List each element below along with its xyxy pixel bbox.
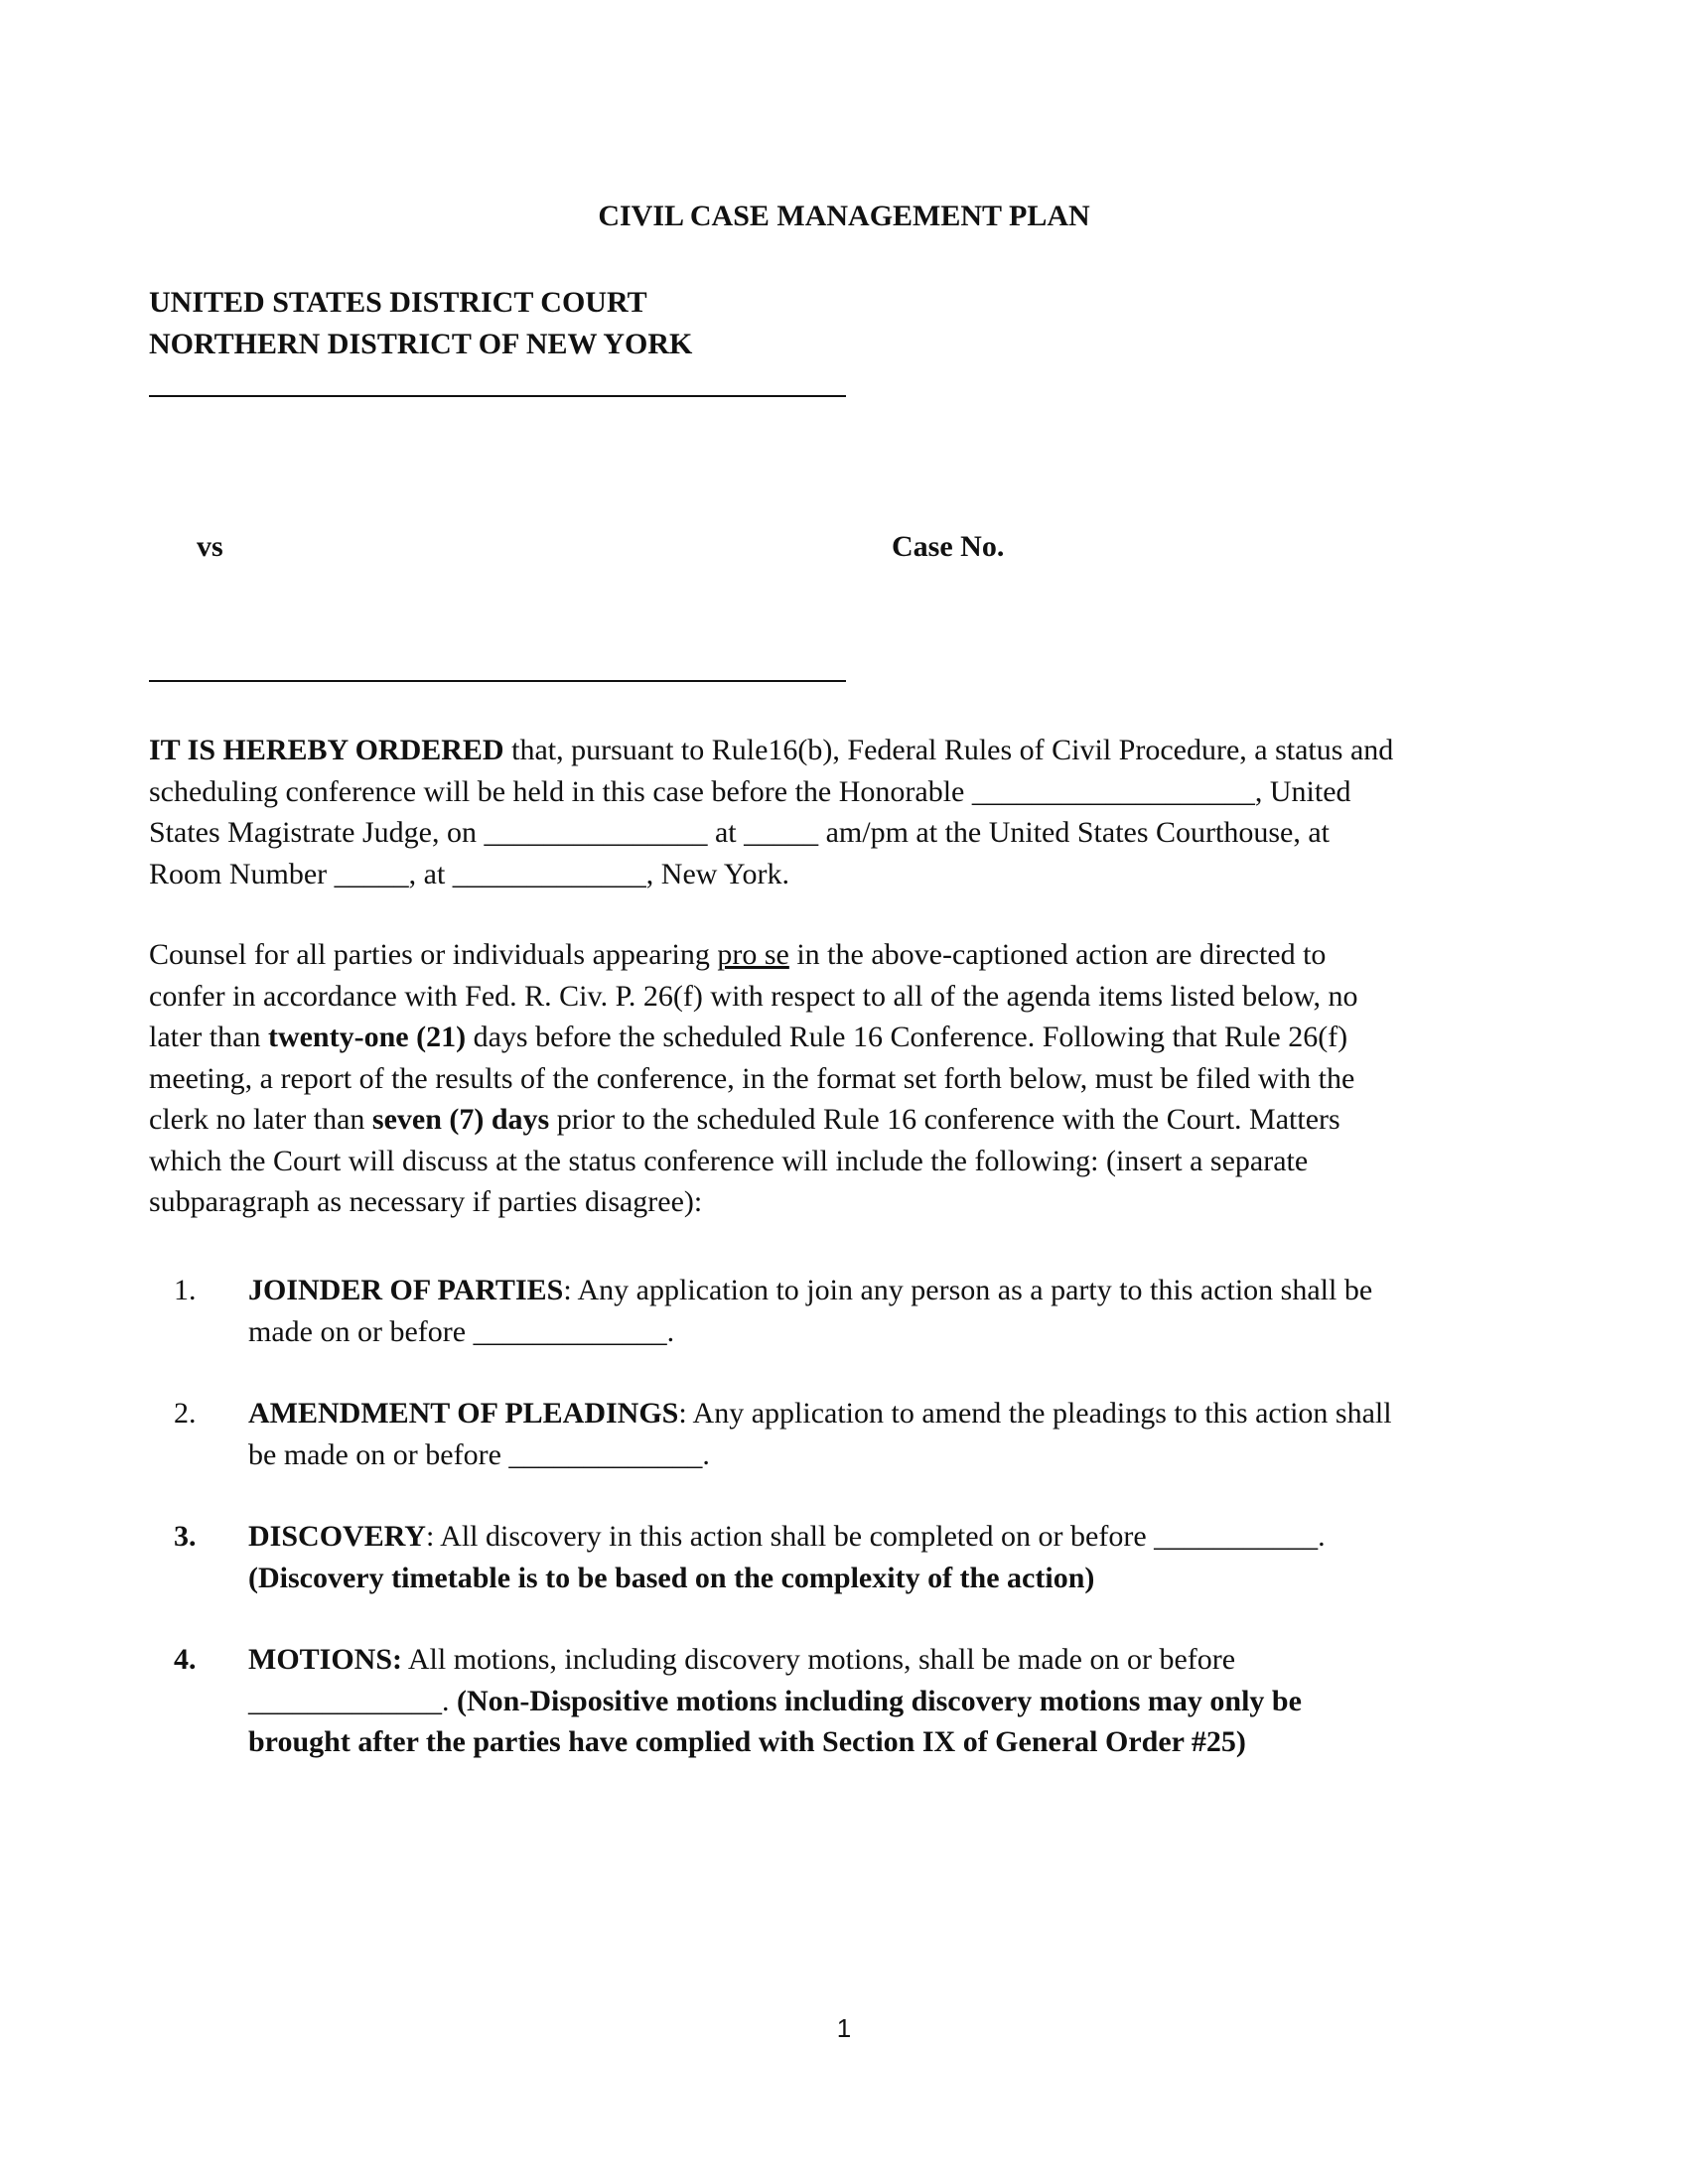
item-line: made on or before _____________. bbox=[248, 1314, 675, 1348]
order-line-4: Room Number _____, at _____________, New York. bbox=[149, 857, 789, 890]
item-line: (Discovery timetable is to be based on the complexity of the action) bbox=[248, 1561, 1095, 1594]
item-heading: JOINDER OF PARTIES bbox=[248, 1274, 564, 1306]
counsel-line-4: meeting, a report of the results of the conference, in the format set forth below, must be filed with the bbox=[149, 1061, 1355, 1095]
item-line: be made on or before _____________. bbox=[248, 1437, 710, 1471]
counsel-line-6: which the Court will discuss at the status conference will include the following: (insert a separate bbox=[149, 1144, 1309, 1177]
item-heading: MOTIONS: bbox=[248, 1643, 403, 1676]
counsel-line-2: confer in accordance with Fed. R. Civ. P. 26(f) with respect to all of the agenda items listed below, no bbox=[149, 979, 1358, 1013]
counsel-line-1: Counsel for all parties or individuals appearing pro se in the above-captioned action are directed to bbox=[149, 938, 1327, 971]
item-line: AMENDMENT OF PLEADINGS: Any application to amend the pleadings to this action shall bbox=[248, 1397, 1392, 1430]
court-district: NORTHERN DISTRICT OF NEW YORK bbox=[149, 328, 693, 360]
court-caption bbox=[149, 282, 692, 365]
item-heading: AMENDMENT OF PLEADINGS bbox=[248, 1397, 679, 1430]
item-number: 2. bbox=[174, 1397, 197, 1430]
document-title: CIVIL CASE MANAGEMENT PLAN bbox=[598, 200, 1090, 232]
order-line-2: scheduling conference will be held in this case before the Honorable ___________________, United bbox=[149, 774, 1351, 808]
counsel-paragraph bbox=[149, 934, 1539, 1223]
item-line: JOINDER OF PARTIES: Any application to join any person as a party to this action shall be bbox=[248, 1274, 1373, 1306]
order-line-3: States Magistrate Judge, on _______________ at _____ am/pm at the United States Courthouse, at bbox=[149, 816, 1330, 849]
counsel-line-5: clerk no later than seven (7) days prior to the scheduled Rule 16 conference with the Court. Matters bbox=[149, 1103, 1340, 1136]
case-number-label: Case No. bbox=[892, 530, 1005, 563]
item-number: 1. bbox=[174, 1274, 197, 1306]
versus-label: vs bbox=[197, 530, 223, 563]
item-line: MOTIONS: All motions, including discovery motions, shall be made on or before bbox=[248, 1643, 1236, 1676]
item-number: 4. bbox=[174, 1643, 197, 1676]
order-lead: IT IS HEREBY ORDERED bbox=[149, 734, 504, 766]
item-line: brought after the parties have complied with Section IX of General Order #25) bbox=[248, 1725, 1246, 1758]
defendant-line bbox=[149, 680, 846, 682]
item-number: 3. bbox=[174, 1520, 197, 1553]
order-paragraph bbox=[149, 730, 1539, 894]
court-name: UNITED STATES DISTRICT COURT bbox=[149, 286, 647, 319]
plaintiff-line bbox=[149, 395, 846, 397]
counsel-line-7: subparagraph as necessary if parties disagree): bbox=[149, 1185, 703, 1218]
item-line: DISCOVERY: All discovery in this action shall be completed on or before ___________. bbox=[248, 1520, 1326, 1553]
order-line-1: IT IS HEREBY ORDERED that, pursuant to Rule16(b), Federal Rules of Civil Procedure, a status and bbox=[149, 734, 1394, 766]
page-number: 1 bbox=[836, 2013, 852, 2043]
pro-se-term: pro se bbox=[717, 938, 789, 971]
item-heading: DISCOVERY bbox=[248, 1520, 426, 1553]
counsel-line-3: later than twenty-one (21) days before the scheduled Rule 16 Conference. Following that Rule 26(f) bbox=[149, 1021, 1348, 1053]
item-line: _____________. (Non-Dispositive motions including discovery motions may only be bbox=[248, 1684, 1302, 1717]
